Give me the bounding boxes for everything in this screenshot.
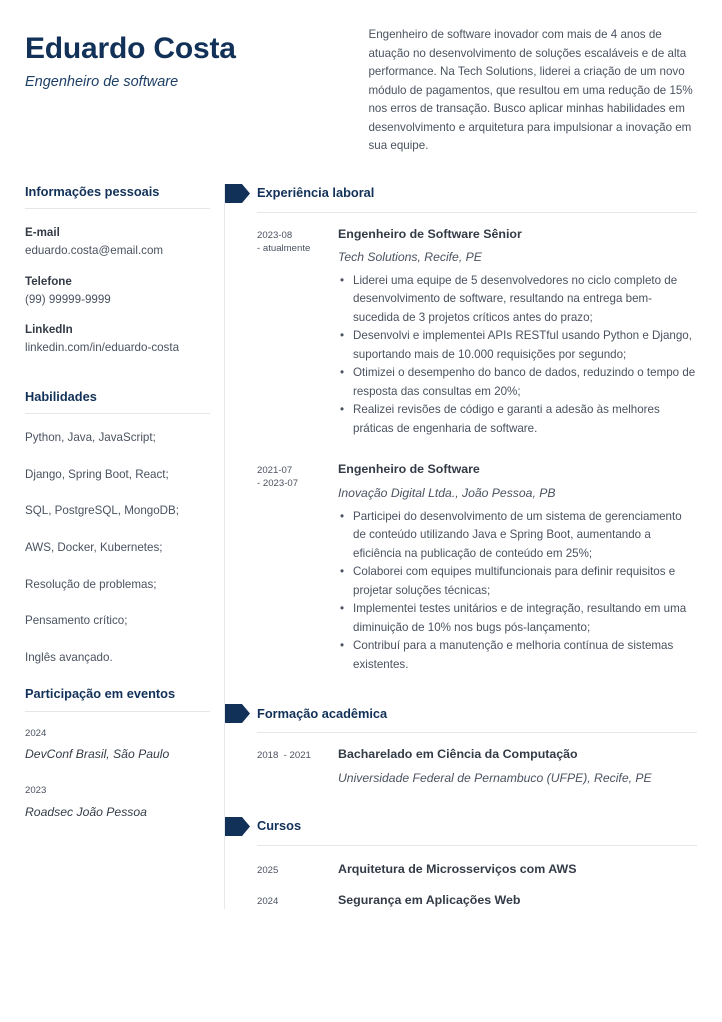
entry-dates — [257, 462, 338, 674]
personal-info-rule — [25, 208, 210, 209]
section-gap-2 — [225, 793, 697, 817]
education-dates: 2018 - 2021 — [257, 750, 311, 762]
section-gap-1 — [225, 674, 697, 704]
field-phone — [25, 274, 210, 308]
date-start: 2023-08 — [257, 229, 293, 241]
entry-dates — [257, 893, 338, 909]
entry-body — [338, 227, 697, 439]
list-item: Python, Java, JavaScript; — [25, 431, 156, 445]
section-skills — [25, 389, 210, 665]
course-entry — [257, 846, 697, 878]
flag-marker-icon — [225, 184, 251, 203]
course-title: Segurança em Aplicações Web — [338, 893, 521, 908]
events-rule — [25, 711, 210, 712]
section-events — [25, 686, 210, 820]
personal-info-heading: Informações pessoais — [25, 183, 160, 199]
entry-dates — [257, 747, 338, 792]
event-year: 2024 — [25, 727, 47, 739]
entry-body — [338, 747, 697, 792]
sidebar — [25, 184, 224, 844]
resume-header — [0, 0, 722, 156]
email-label: E-mail — [25, 225, 60, 239]
entry-bullets — [338, 508, 697, 675]
entry-dates — [257, 862, 338, 878]
event-name: Roadsec João Pessoa — [25, 804, 147, 819]
main-column — [225, 184, 697, 909]
degree-title: Bacharelado em Ciência da Computação — [338, 747, 578, 762]
resume-columns — [0, 184, 722, 909]
experience-header — [257, 184, 697, 203]
professional-summary: Engenheiro de software inovador com mais de 4 anos de atuação no desenvolvimento de soluções escaláveis e de alta performance. Na Tech Solutions, liderei a criação de um novo módulo de pagamentos, que resultou em uma redução de 15% nos erros de transação. Busco aplicar minhas habilidades em desenvolvimento e arquitetura para impulsionar a inovação em sua equipe. — [368, 28, 693, 152]
list-item: • Liderei uma equipe de 5 desenvolvedores no ciclo completo de desenvolvimento de software, resultando na entrega bem-sucedida de 3 projetos críticos antes do prazo; — [353, 272, 697, 328]
list-item — [25, 728, 210, 763]
list-item — [25, 785, 210, 820]
course-entry — [257, 877, 697, 909]
entry-body — [338, 462, 697, 674]
entry-organization: Inovação Digital Ltda., João Pessoa, PB — [338, 485, 556, 500]
education-heading: Formação acadêmica — [257, 706, 388, 722]
entry-dates — [257, 227, 338, 439]
skills-list — [25, 430, 210, 664]
sidebar-gap-1 — [25, 371, 210, 389]
entry-role: Engenheiro de Software — [338, 462, 480, 477]
education-entry — [257, 733, 697, 792]
candidate-job-title: Engenheiro de software — [25, 74, 179, 90]
courses-header — [257, 817, 697, 836]
flag-marker-icon — [225, 817, 251, 836]
list-item: • Colaborei com equipes multifuncionais para definir requisitos e projetar soluções técnicas; — [353, 563, 697, 600]
list-item: Resolução de problemas; — [25, 577, 157, 591]
list-item: SQL, PostgreSQL, MongoDB; — [25, 504, 180, 518]
date-start: 2021-07 — [257, 465, 293, 477]
phone-value[interactable]: (99) 99999-9999 — [25, 292, 111, 306]
header-identity — [25, 26, 368, 156]
list-item: Pensamento crítico; — [25, 614, 128, 628]
list-item: • Desenvolvi e implementei APIs RESTful usando Python e Django, suportando mais de 10.000 requisições por segundo; — [353, 327, 697, 364]
event-year: 2023 — [25, 785, 47, 797]
list-item: Inglês avançado. — [25, 650, 113, 664]
field-linkedin — [25, 322, 210, 356]
list-item: • Implementei testes unitários e de integração, resultando em uma diminuição de 10% nos bugs pós-lançamento; — [353, 600, 697, 637]
entry-body — [338, 862, 697, 878]
experience-entry — [257, 213, 697, 439]
skills-rule — [25, 413, 210, 414]
experience-entry — [257, 462, 697, 674]
flag-marker-icon — [225, 704, 251, 723]
list-item: • Otimizei o desempenho do banco de dados, reduzindo o tempo de resposta das consultas em 20%; — [353, 364, 697, 401]
event-name: DevConf Brasil, São Paulo — [25, 747, 170, 762]
field-email — [25, 225, 210, 259]
skills-heading: Habilidades — [25, 388, 97, 404]
date-end: - 2023-07 — [257, 478, 299, 490]
course-title: Arquitetura de Microsserviços com AWS — [338, 861, 577, 876]
list-item: AWS, Docker, Kubernetes; — [25, 540, 163, 554]
course-year: 2025 — [257, 864, 279, 876]
courses-heading: Cursos — [257, 818, 302, 834]
list-item: Django, Spring Boot, React; — [25, 467, 169, 481]
candidate-name: Eduardo Costa — [25, 32, 236, 65]
entry-bullets — [338, 272, 697, 439]
entry-organization: Tech Solutions, Recife, PE — [338, 250, 482, 264]
linkedin-label: LinkedIn — [25, 323, 73, 337]
institution-name: Universidade Federal de Pernambuco (UFPE), Recife, PE — [338, 770, 652, 785]
experience-gap — [257, 438, 697, 462]
linkedin-value[interactable]: linkedin.com/in/eduardo-costa — [25, 341, 180, 355]
phone-label: Telefone — [25, 274, 72, 288]
email-value[interactable]: eduardo.costa@email.com — [25, 243, 164, 257]
education-header — [257, 704, 697, 723]
list-item: • Realizei revisões de código e garanti a adesão às melhores práticas de engenharia de software. — [353, 401, 697, 438]
entry-role: Engenheiro de Software Sênior — [338, 226, 522, 241]
events-heading: Participação em eventos — [25, 686, 176, 702]
section-education — [225, 704, 697, 792]
section-courses — [225, 817, 697, 909]
list-item: • Participei do desenvolvimento de um sistema de gerenciamento de conteúdo utilizando Java e Spring Boot, aumentando a eficiência na publicação de conteúdo em 25%; — [353, 508, 697, 564]
list-item: • Contribuí para a manutenção e melhoria contínua de sistemas existentes. — [353, 637, 697, 674]
section-personal-info — [25, 184, 210, 356]
entry-body — [338, 893, 697, 909]
date-end: - atualmente — [257, 242, 311, 254]
course-year: 2024 — [257, 896, 279, 908]
section-experience — [225, 184, 697, 675]
experience-heading: Experiência laboral — [257, 185, 375, 201]
